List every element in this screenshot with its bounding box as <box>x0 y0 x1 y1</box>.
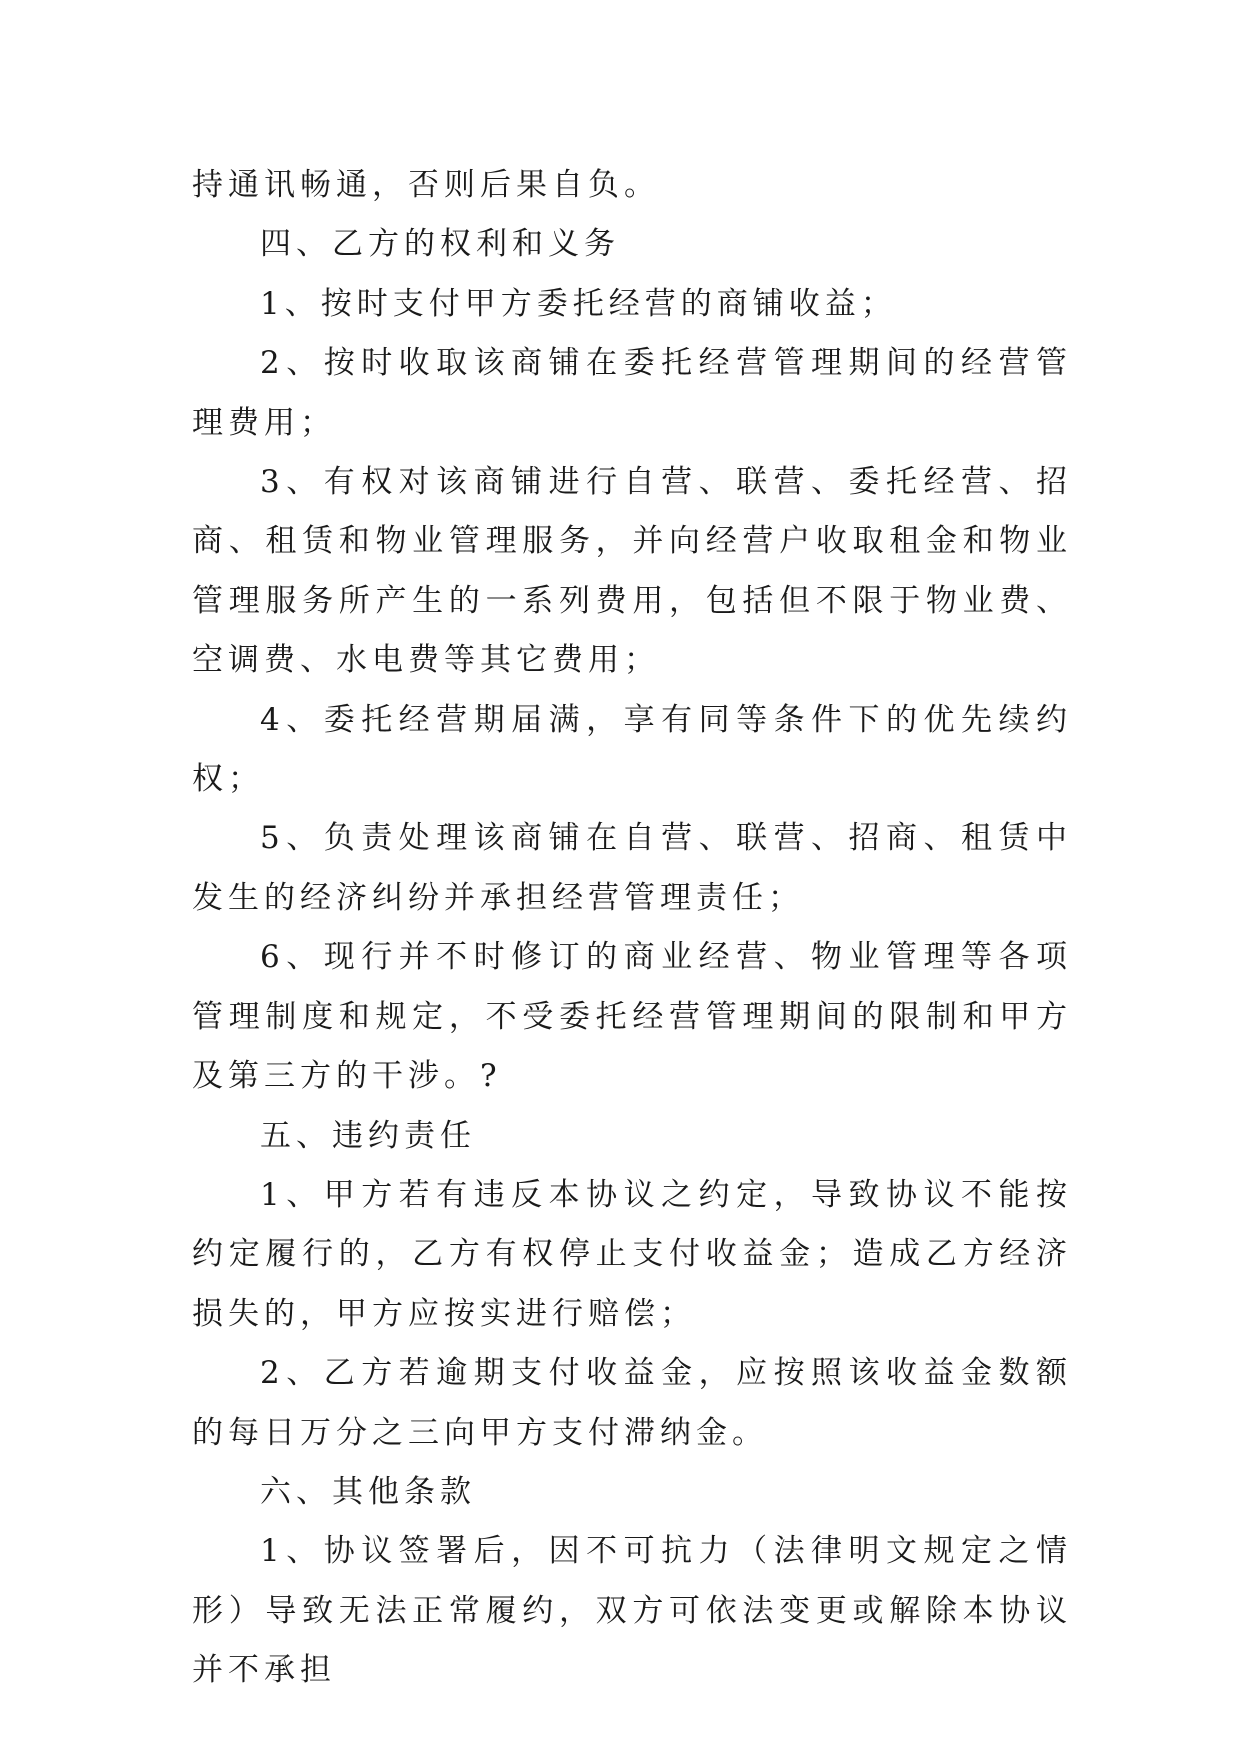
clause-4-1: 1、按时支付甲方委托经营的商铺收益； <box>260 285 897 322</box>
clause-4-6: 6、现行并不时修订的商业经营、物业管理等各项管理制度和规定，不受委托经营管理期间的限制和甲方及第三方的干涉。? <box>192 939 1072 1095</box>
clause-4-5: 5、负责处理该商铺在自营、联营、招商、租赁中发生的经济纠纷并承担经营管理责任； <box>192 820 1072 916</box>
section-heading-liability: 五、违约责任 <box>260 1117 476 1154</box>
clause-6-1: 1、协议签署后，因不可抗力（法律明文规定之情形）导致无法正常履约，双方可依法变更或解除本协议并不承担 <box>192 1533 1072 1689</box>
section-heading-other-terms: 六、其他条款 <box>260 1473 476 1510</box>
clause-5-2: 2、乙方若逾期支付收益金，应按照该收益金数额的每日万分之三向甲方支付滞纳金。 <box>192 1355 1072 1451</box>
clause-4-2: 2、按时收取该商铺在委托经营管理期间的经营管理费用； <box>192 345 1072 441</box>
clause-5-1: 1、甲方若有违反本协议之约定，导致协议不能按约定履行的，乙方有权停止支付收益金；造成乙方经济损失的，甲方应按实进行赔偿； <box>192 1176 1072 1332</box>
paragraph-continuation: 持通讯畅通，否则后果自负。 <box>192 167 660 203</box>
document-body <box>192 156 1072 1701</box>
clause-4-4: 4、委托经营期届满，享有同等条件下的优先续约权； <box>192 701 1072 798</box>
clause-4-3: 3、有权对该商铺进行自营、联营、委托经营、招商、租赁和物业管理服务，并向经营户收取租金和物业管理服务所产生的一系列费用，包括但不限于物业费、空调费、水电费等其它费用； <box>192 464 1072 679</box>
section-heading-party-b-rights: 四、乙方的权利和义务 <box>260 226 620 263</box>
